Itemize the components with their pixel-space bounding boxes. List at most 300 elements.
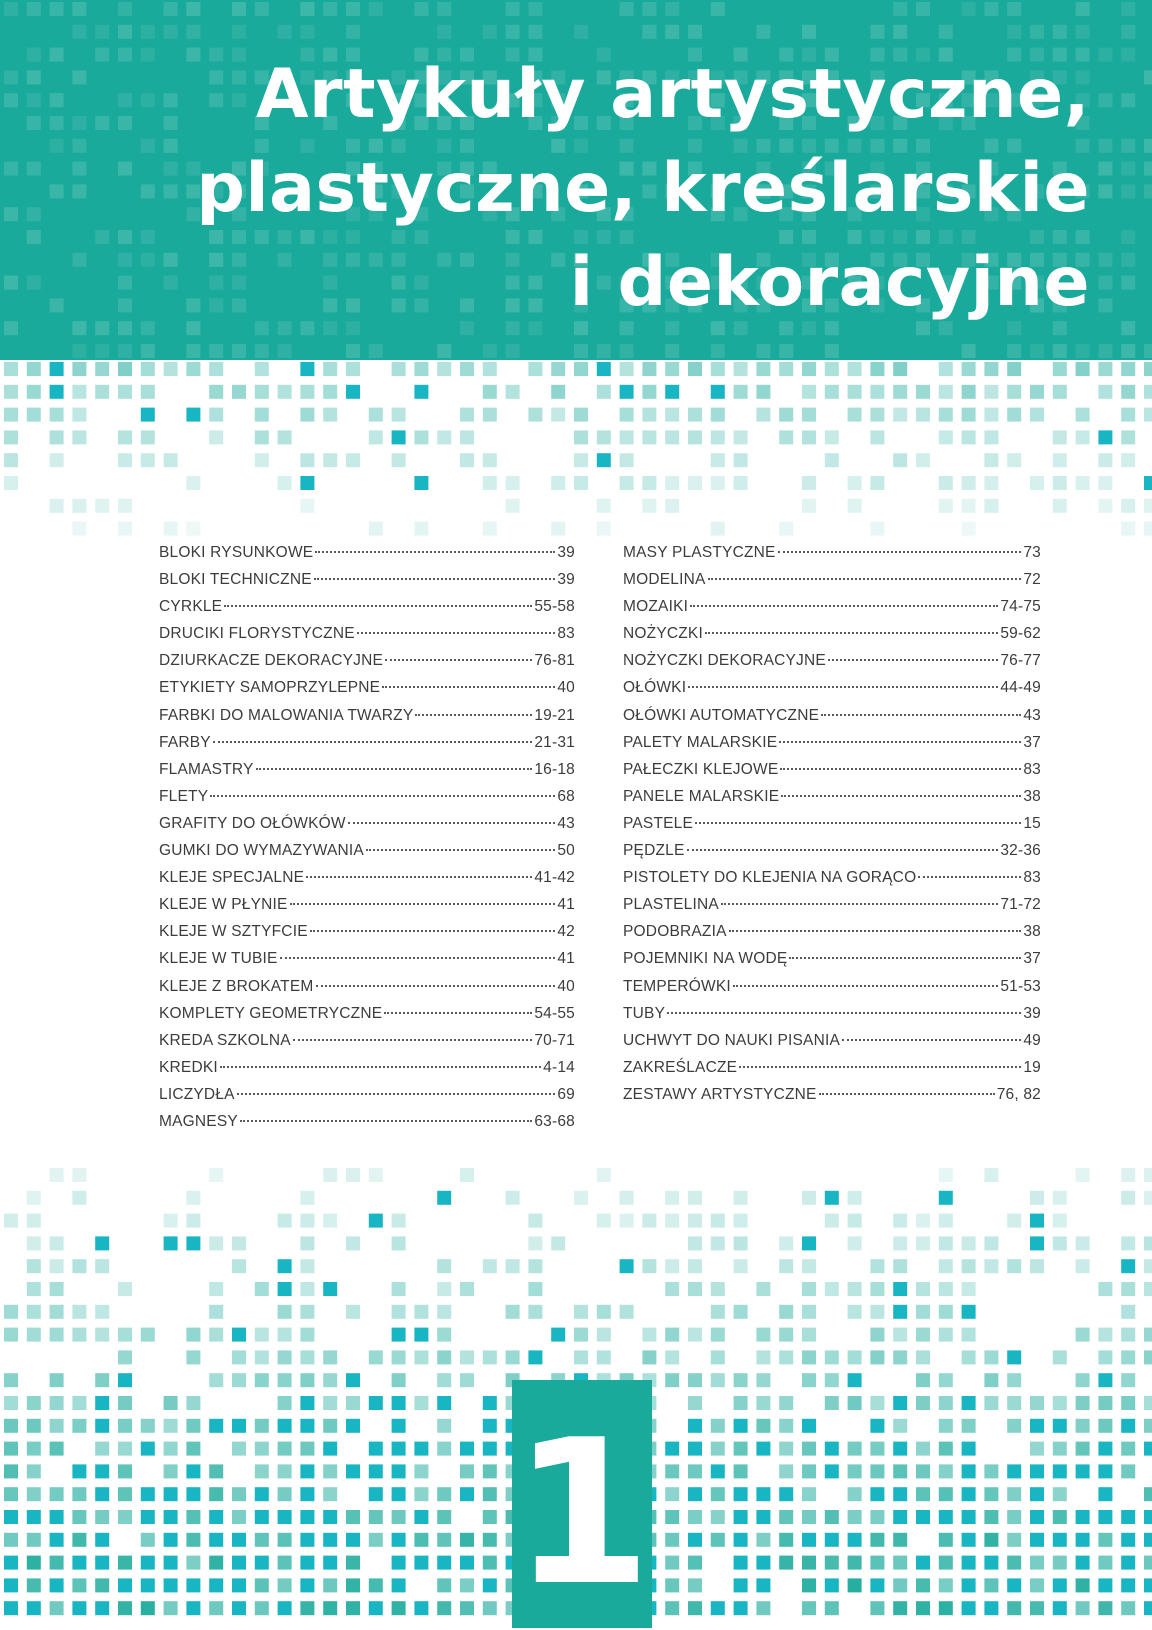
pattern-square <box>141 430 155 444</box>
pattern-square <box>848 1282 862 1296</box>
pattern-square <box>255 1442 269 1456</box>
pattern-square <box>916 1442 930 1456</box>
pattern-square <box>27 1191 41 1205</box>
pattern-square <box>232 1556 246 1570</box>
pattern-square <box>4 1487 18 1501</box>
pattern-square <box>369 1578 383 1592</box>
pattern-square <box>4 1305 18 1319</box>
pattern-square <box>1121 2 1135 16</box>
pattern-square <box>734 1556 748 1570</box>
pattern-square <box>1053 1350 1067 1364</box>
dot-leader <box>667 1012 1021 1014</box>
index-entry-name: PISTOLETY DO KLEJENIA NA GORĄCO <box>623 869 917 887</box>
index-entry-name: TEMPERÓWKI <box>623 977 731 995</box>
pattern-square <box>346 1464 360 1478</box>
pattern-square <box>939 1305 953 1319</box>
pattern-square <box>916 453 930 467</box>
pattern-square <box>893 1578 907 1592</box>
index-column-left <box>159 544 575 1140</box>
pattern-square <box>779 1236 793 1250</box>
pattern-square <box>939 1259 953 1273</box>
pattern-square <box>962 1533 976 1547</box>
pattern-square <box>460 453 474 467</box>
index-entry-name: POJEMNIKI NA WODĘ <box>623 950 788 968</box>
pattern-square <box>665 408 679 422</box>
pattern-square <box>323 1556 337 1570</box>
pattern-square <box>164 1533 178 1547</box>
pattern-square <box>72 1556 86 1570</box>
pattern-square <box>483 385 497 399</box>
pattern-square <box>392 453 406 467</box>
pattern-square <box>802 1328 816 1342</box>
pattern-square <box>1053 430 1067 444</box>
pattern-square <box>506 2 520 16</box>
pattern-square <box>27 207 41 221</box>
pattern-square <box>369 2 383 16</box>
index-entry <box>159 1005 575 1032</box>
index-entry-page: 55-58 <box>534 598 575 616</box>
index-entry <box>623 707 1041 734</box>
pattern-square <box>437 1259 451 1273</box>
pattern-square <box>460 430 474 444</box>
pattern-square <box>437 2 451 16</box>
pattern-square <box>300 1236 314 1250</box>
pattern-square <box>4 1442 18 1456</box>
pattern-square <box>1144 70 1152 84</box>
pattern-square <box>164 116 178 130</box>
pattern-square <box>118 1328 132 1342</box>
pattern-square <box>870 1350 884 1364</box>
pattern-square <box>711 1510 725 1524</box>
pattern-square <box>118 453 132 467</box>
pattern-square <box>848 408 862 422</box>
index-entry <box>159 544 575 571</box>
pattern-square <box>118 1601 132 1615</box>
pattern-square <box>1144 476 1152 490</box>
pattern-square <box>300 1396 314 1410</box>
pattern-square <box>688 476 702 490</box>
pattern-square <box>506 1350 520 1364</box>
pattern-square <box>962 1259 976 1273</box>
pattern-square <box>893 1601 907 1615</box>
pattern-square <box>414 430 428 444</box>
pattern-square <box>1030 1419 1044 1433</box>
pattern-square <box>825 1282 839 1296</box>
pattern-square <box>72 385 86 399</box>
pattern-square <box>118 48 132 62</box>
pattern-square <box>597 1350 611 1364</box>
pattern-square <box>164 1601 178 1615</box>
pattern-square <box>255 385 269 399</box>
pattern-square <box>1098 93 1112 107</box>
pattern-square <box>916 1373 930 1387</box>
index-entry-page: 19-21 <box>534 706 575 724</box>
pattern-square <box>118 321 132 335</box>
pattern-square <box>1076 1442 1090 1456</box>
pattern-square <box>72 1533 86 1547</box>
pattern-square <box>711 1442 725 1456</box>
pattern-square <box>939 1601 953 1615</box>
pattern-square <box>300 362 314 376</box>
pattern-square <box>779 1556 793 1570</box>
pattern-square <box>118 1350 132 1364</box>
pattern-square <box>27 1578 41 1592</box>
pattern-square <box>72 499 86 513</box>
pattern-square <box>551 1236 565 1250</box>
index-entry-page: 32-36 <box>1000 842 1041 860</box>
pattern-square <box>825 1214 839 1228</box>
pattern-square <box>620 453 634 467</box>
pattern-square <box>118 1442 132 1456</box>
pattern-square <box>551 408 565 422</box>
pattern-square <box>1098 1601 1112 1615</box>
pattern-square <box>1076 344 1090 358</box>
pattern-square <box>916 2 930 16</box>
index-entry <box>159 734 575 761</box>
index-entry <box>159 707 575 734</box>
pattern-square <box>164 1214 178 1228</box>
pattern-square <box>72 116 86 130</box>
pattern-square <box>870 476 884 490</box>
pattern-square <box>1076 1168 1090 1182</box>
pattern-square <box>802 1578 816 1592</box>
pattern-square <box>642 408 656 422</box>
pattern-square <box>323 1282 337 1296</box>
pattern-square <box>870 1419 884 1433</box>
pattern-square <box>620 2 634 16</box>
pattern-square <box>118 276 132 290</box>
index-entry-page: 83 <box>557 625 575 643</box>
pattern-square <box>72 253 86 267</box>
index-entry <box>159 598 575 625</box>
pattern-square <box>118 1396 132 1410</box>
pattern-square <box>620 430 634 444</box>
dot-leader <box>688 686 998 688</box>
pattern-square <box>802 1236 816 1250</box>
pattern-square <box>1144 408 1152 422</box>
pattern-square <box>779 1442 793 1456</box>
pattern-square <box>4 1556 18 1570</box>
index-entry-page: 15 <box>1023 814 1041 832</box>
pattern-square <box>4 1464 18 1478</box>
pattern-square <box>27 230 41 244</box>
pattern-square <box>118 1419 132 1433</box>
pattern-square <box>437 1442 451 1456</box>
pattern-square <box>1007 1396 1021 1410</box>
index-entry <box>623 1086 1041 1113</box>
pattern-square <box>72 2 86 16</box>
pattern-square <box>164 1487 178 1501</box>
pattern-square <box>164 1419 178 1433</box>
pattern-square <box>141 139 155 153</box>
pattern-square <box>1144 1282 1152 1296</box>
pattern-square <box>551 476 565 490</box>
pattern-square <box>369 344 383 358</box>
pattern-square <box>642 25 656 39</box>
pattern-square <box>551 385 565 399</box>
pattern-square <box>72 1168 86 1182</box>
index-entry <box>159 950 575 977</box>
pattern-square <box>4 1510 18 1524</box>
index-entry-name: PLASTELINA <box>623 896 719 914</box>
index-entry-page: 83 <box>1023 760 1041 778</box>
index-entry <box>623 815 1041 842</box>
pattern-square <box>1098 1533 1112 1547</box>
pattern-square <box>756 1282 770 1296</box>
pattern-square <box>27 1442 41 1456</box>
pattern-square <box>118 430 132 444</box>
pattern-square <box>711 430 725 444</box>
pattern-square <box>483 1464 497 1478</box>
pattern-square <box>939 1533 953 1547</box>
pattern-square <box>1030 408 1044 422</box>
index-entry-name: BLOKI RYSUNKOWE <box>159 544 314 561</box>
pattern-square <box>72 1578 86 1592</box>
pattern-square <box>209 1578 223 1592</box>
pattern-square <box>1098 1350 1112 1364</box>
pattern-square <box>916 385 930 399</box>
pattern-square <box>893 1396 907 1410</box>
pattern-square <box>779 1396 793 1410</box>
index-column-right <box>623 544 1041 1113</box>
pattern-square <box>118 1464 132 1478</box>
pattern-square <box>802 1533 816 1547</box>
pattern-square <box>141 321 155 335</box>
pattern-square <box>300 1442 314 1456</box>
pattern-square <box>72 139 86 153</box>
pattern-square <box>962 1396 976 1410</box>
pattern-square <box>232 25 246 39</box>
pattern-square <box>665 476 679 490</box>
pattern-square <box>1030 1442 1044 1456</box>
pattern-square <box>1098 298 1112 312</box>
pattern-square <box>665 1350 679 1364</box>
pattern-square <box>1144 385 1152 399</box>
pattern-square <box>369 408 383 422</box>
pattern-square <box>164 522 178 536</box>
pattern-square <box>1053 1533 1067 1547</box>
pattern-square <box>962 1556 976 1570</box>
pattern-square <box>186 1396 200 1410</box>
pattern-square <box>392 1282 406 1296</box>
pattern-square <box>802 1464 816 1478</box>
pattern-square <box>118 344 132 358</box>
pattern-square <box>711 1305 725 1319</box>
dot-leader <box>213 741 533 743</box>
pattern-square <box>141 184 155 198</box>
pattern-square <box>1053 385 1067 399</box>
pattern-square <box>27 1510 41 1524</box>
pattern-square <box>1121 230 1135 244</box>
pattern-square <box>734 362 748 376</box>
pattern-square <box>734 1305 748 1319</box>
pattern-square <box>1007 1350 1021 1364</box>
pattern-square <box>369 522 383 536</box>
pattern-square <box>962 522 976 536</box>
pattern-square <box>688 1578 702 1592</box>
dot-leader <box>780 768 1021 770</box>
dot-leader <box>237 1093 556 1095</box>
pattern-square <box>1076 2 1090 16</box>
pattern-square <box>186 1419 200 1433</box>
pattern-square <box>1121 162 1135 176</box>
pattern-square <box>437 1328 451 1342</box>
pattern-square <box>95 230 109 244</box>
pattern-square <box>1144 1510 1152 1524</box>
pattern-square <box>4 430 18 444</box>
pattern-square <box>893 408 907 422</box>
pattern-square <box>642 1350 656 1364</box>
pattern-square <box>688 1419 702 1433</box>
pattern-square <box>460 1578 474 1592</box>
pattern-square <box>50 116 64 130</box>
pattern-square <box>1053 1556 1067 1570</box>
index-entry <box>159 652 575 679</box>
pattern-square <box>95 1259 109 1273</box>
pattern-square <box>392 1236 406 1250</box>
pattern-square <box>1076 1578 1090 1592</box>
pattern-square <box>1053 1601 1067 1615</box>
pattern-square <box>4 1533 18 1547</box>
index-entry <box>159 978 575 1005</box>
index-entry <box>623 1059 1041 1086</box>
pattern-square <box>50 499 64 513</box>
pattern-square <box>460 1442 474 1456</box>
title-line-2: plastyczne, kreślarskie <box>196 149 1090 228</box>
pattern-square <box>278 1578 292 1592</box>
pattern-square <box>984 385 998 399</box>
pattern-square <box>802 408 816 422</box>
index-entry-page: 70-71 <box>534 1031 575 1049</box>
pattern-square <box>118 162 132 176</box>
pattern-square <box>1030 1578 1044 1592</box>
pattern-square <box>1030 1236 1044 1250</box>
pattern-square <box>278 25 292 39</box>
dot-leader <box>240 1120 532 1122</box>
pattern-square <box>95 1510 109 1524</box>
pattern-square <box>1121 1578 1135 1592</box>
pattern-square <box>50 93 64 107</box>
pattern-square <box>939 1442 953 1456</box>
pattern-square <box>346 1578 360 1592</box>
index-entry-name: BLOKI TECHNICZNE <box>159 571 312 589</box>
pattern-square <box>300 1533 314 1547</box>
pattern-square <box>186 2 200 16</box>
pattern-square <box>392 430 406 444</box>
dot-leader <box>739 1066 1021 1068</box>
pattern-square <box>756 1578 770 1592</box>
pattern-square <box>551 522 565 536</box>
pattern-square <box>870 1578 884 1592</box>
pattern-square <box>95 25 109 39</box>
index-entry <box>159 815 575 842</box>
pattern-square <box>528 1214 542 1228</box>
pattern-square <box>848 1396 862 1410</box>
pattern-square <box>414 1350 428 1364</box>
index-entry-page: 40 <box>557 679 575 697</box>
pattern-square <box>1144 344 1152 358</box>
pattern-square <box>734 1236 748 1250</box>
pattern-square <box>1007 385 1021 399</box>
pattern-square <box>1030 1191 1044 1205</box>
pattern-square <box>665 1214 679 1228</box>
pattern-square <box>95 321 109 335</box>
pattern-square <box>1144 139 1152 153</box>
pattern-square <box>141 385 155 399</box>
pattern-square <box>893 1419 907 1433</box>
pattern-square <box>506 1191 520 1205</box>
pattern-square <box>141 1533 155 1547</box>
pattern-square <box>346 385 360 399</box>
pattern-square <box>118 1510 132 1524</box>
pattern-square <box>323 1214 337 1228</box>
pattern-square <box>711 1419 725 1433</box>
pattern-square <box>141 1556 155 1570</box>
pattern-square <box>893 1282 907 1296</box>
pattern-square <box>346 25 360 39</box>
pattern-square <box>984 1556 998 1570</box>
pattern-square <box>1098 162 1112 176</box>
pattern-square <box>734 476 748 490</box>
pattern-square <box>756 1601 770 1615</box>
index-entry-page: 73 <box>1023 544 1041 561</box>
pattern-square <box>460 1464 474 1478</box>
pattern-square <box>323 1168 337 1182</box>
dot-leader <box>705 632 998 634</box>
pattern-square <box>1098 1396 1112 1410</box>
pattern-square <box>483 25 497 39</box>
pattern-square <box>1030 1601 1044 1615</box>
pattern-square <box>688 408 702 422</box>
pattern-square <box>734 1510 748 1524</box>
pattern-square <box>870 1556 884 1570</box>
pattern-square <box>346 1396 360 1410</box>
pattern-square <box>939 1396 953 1410</box>
pattern-square <box>756 1350 770 1364</box>
pattern-square <box>1030 1533 1044 1547</box>
pattern-square <box>164 362 178 376</box>
pattern-square <box>1098 1510 1112 1524</box>
pattern-square <box>642 1214 656 1228</box>
pattern-square <box>984 362 998 376</box>
pattern-square <box>711 453 725 467</box>
pattern-square <box>1053 1487 1067 1501</box>
pattern-square <box>916 1328 930 1342</box>
pattern-square <box>4 1214 18 1228</box>
index-entry <box>159 571 575 598</box>
pattern-square <box>141 1328 155 1342</box>
index-entry <box>623 734 1041 761</box>
pattern-square <box>4 1328 18 1342</box>
pattern-square <box>825 1373 839 1387</box>
index-entry-page: 43 <box>557 814 575 832</box>
pattern-square <box>916 408 930 422</box>
pattern-square <box>893 1510 907 1524</box>
pattern-square <box>232 1236 246 1250</box>
pattern-square <box>255 344 269 358</box>
pattern-square <box>164 93 178 107</box>
pattern-square <box>414 2 428 16</box>
pattern-square <box>27 1396 41 1410</box>
pattern-square <box>734 1578 748 1592</box>
pattern-square <box>802 1350 816 1364</box>
pattern-square <box>232 1328 246 1342</box>
pattern-square <box>962 1305 976 1319</box>
pattern-square <box>118 1487 132 1501</box>
pattern-square <box>574 430 588 444</box>
pattern-square <box>232 1259 246 1273</box>
pattern-square <box>392 1578 406 1592</box>
